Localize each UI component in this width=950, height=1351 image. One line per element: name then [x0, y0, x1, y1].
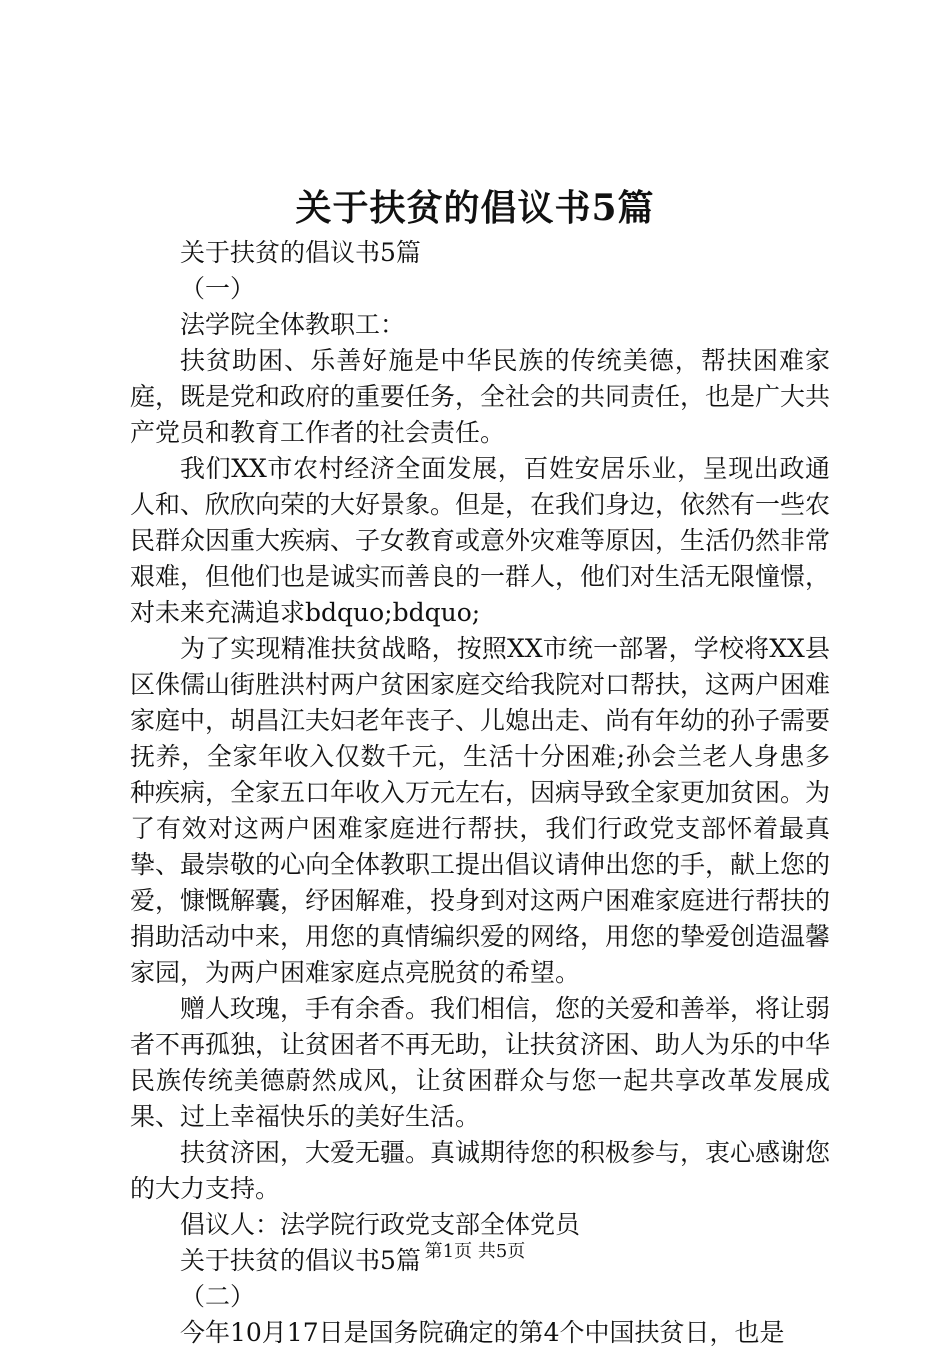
paragraph-heading-2: 关于扶贫的倡议书5篇 [180, 1246, 421, 1275]
paragraph-thanks: 扶贫济困，大爱无疆。真诚期待您的积极参与，衷心感谢您的大力支持。 [130, 1138, 831, 1203]
page-footer: 第1页 共5页 [424, 1241, 526, 1262]
document-title: 关于扶贫的倡议书5篇 [295, 187, 655, 229]
paragraph-section-2: （二） [180, 1282, 256, 1311]
paragraph-heading-1: 关于扶贫的倡议书5篇 [180, 238, 421, 267]
paragraph-appeal: 赠人玫瑰，手有余香。我们相信，您的关爱和善举，将让弱者不再孤独，让贫困者不再无助，让扶贫济困、助人为乐的中华民族传统美德蔚然成风，让贫困群众与您一起共享改革发展成果、过上幸福快乐的美好生活。 [130, 994, 831, 1131]
paragraph-background: 我们XX市农村经济全面发展，百姓安居乐业，呈现出政通人和、欣欣向荣的大好景象。但是，在我们身边，依然有一些农民群众因重大疾病、子女教育或意外灾难等原因，生活仍然非常艰难，但他们也是诚实而善良的一群人，他们对生活无限憧憬，对未来充满追求bdquo;bdquo; [130, 454, 831, 627]
paragraph-plan: 为了实现精准扶贫战略，按照XX市统一部署，学校将XX县区侏儒山街胜洪村两户贫困家庭交给我院对口帮扶，这两户困难家庭中，胡昌江夫妇老年丧子、儿媳出走、尚有年幼的孙子需要抚养，全家年收入仅数千元，生活十分困难;孙会兰老人身患多种疾病，全家五口年收入万元左右，因病导致全家更加贫困。为了有效对这两户困难家庭进行帮扶，我们行政党支部怀着最真挚、最崇敬的心向全体教职工提出倡议请伸出您的手，献上您的爱，慷慨解囊，纾困解难，投身到对这两户困难家庭进行帮扶的捐助活动中来，用您的真情编织爱的网络，用您的挚爱创造温馨家园，为两户困难家庭点亮脱贫的希望。 [130, 634, 831, 987]
paragraph-section-1: （一） [180, 274, 256, 303]
paragraph-salutation: 法学院全体教职工： [180, 310, 406, 339]
paragraph-intro: 扶贫助困、乐善好施是中华民族的传统美德，帮扶困难家庭，既是党和政府的重要任务，全社会的共同责任，也是广大共产党员和教育工作者的社会责任。 [130, 346, 831, 447]
paragraph-signature: 倡议人：法学院行政党支部全体党员 [180, 1210, 581, 1239]
document-body [130, 235, 830, 1351]
paragraph-section-2-start: 今年10月17日是国务院确定的第4个中国扶贫日，也是 [180, 1318, 785, 1347]
